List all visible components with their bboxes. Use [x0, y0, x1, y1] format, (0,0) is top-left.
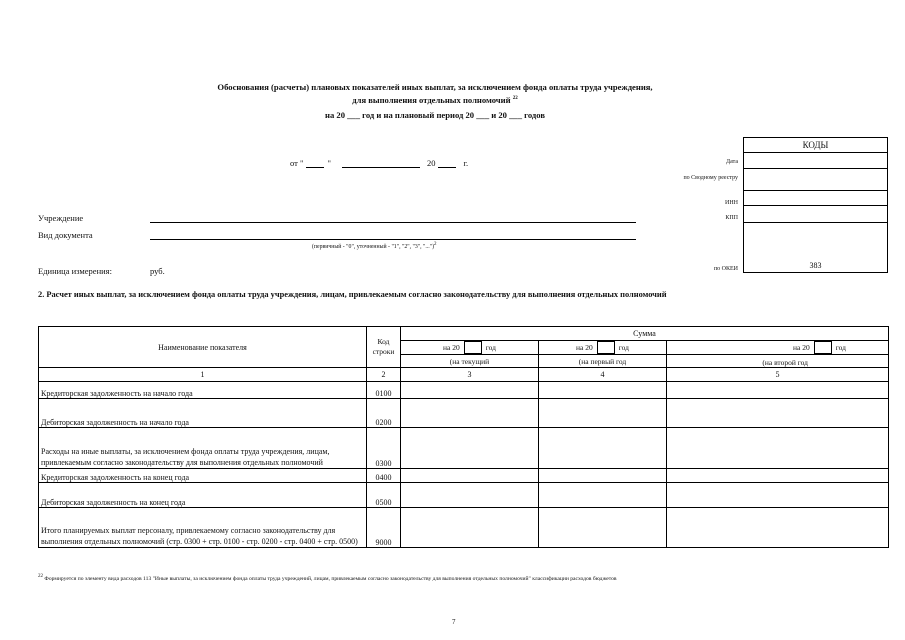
doc-type-label: Вид документа: [38, 230, 93, 240]
okei-value: 383: [809, 261, 822, 270]
header-sub-first: (на первый год: [539, 355, 667, 368]
colnum-1: 1: [39, 368, 367, 382]
row-0400-first[interactable]: [539, 469, 667, 483]
header-sub-second: (на второй год: [667, 355, 889, 368]
date-day-field[interactable]: [306, 158, 324, 168]
doc-type-hint-text: (первичный - "0", уточненный - "1", "2", "3", "..."): [312, 243, 435, 250]
date-mid: ": [327, 158, 331, 168]
row-9000-first[interactable]: [539, 508, 667, 548]
row-code-0500: 0500: [367, 483, 401, 508]
row-0100-second[interactable]: [667, 382, 889, 399]
row-name-0500: Дебиторская задолженность на конец года: [39, 483, 367, 508]
year-suffix-second: год: [835, 343, 846, 352]
row-0300-current[interactable]: [401, 428, 539, 469]
year-first-input[interactable]: [597, 341, 615, 354]
footnote: [38, 574, 898, 582]
unit-label: Единица измерения:: [38, 266, 112, 276]
code-okei-cell[interactable]: [743, 223, 888, 273]
year-prefix-first: на 20: [576, 343, 593, 352]
date-suffix: г.: [463, 158, 469, 168]
row-code-0200: 0200: [367, 399, 401, 428]
table-row: [39, 399, 889, 428]
header-year-first: [539, 341, 667, 355]
colnum-5: 5: [667, 368, 889, 382]
row-0500-second[interactable]: [667, 483, 889, 508]
doc-type-field[interactable]: [150, 239, 636, 240]
header-name: Наименование показателя: [39, 327, 367, 368]
codes-header: КОДЫ: [743, 137, 888, 153]
row-0100-first[interactable]: [539, 382, 667, 399]
header-year-second: [667, 341, 889, 355]
row-name-0400: Кредиторская задолженность на конец года: [39, 469, 367, 483]
footnote-number: 22: [38, 574, 43, 579]
section-title: 2. Расчет иных выплат, за исключением фонда оплаты труда учреждения, лицам, привлекаемым согласно законодательству для выполнения отдельных полномочий: [38, 290, 667, 299]
row-0300-second[interactable]: [667, 428, 889, 469]
row-0300-first[interactable]: [539, 428, 667, 469]
footnote-text: Формируется по элементу вида расходов 113 "Иные выплаты, за исключением фонда оплаты труда учреждений, лицам, привлекаемым согласно законодательству для выполнения отдельных полномочий" классификации расходов бюджетов: [44, 575, 617, 582]
table-row: [39, 469, 889, 483]
row-0200-current[interactable]: [401, 399, 539, 428]
row-name-0100: Кредиторская задолженность на начало года: [39, 382, 367, 399]
date-month-field[interactable]: [342, 158, 420, 168]
year-suffix-current: год: [485, 343, 496, 352]
institution-field[interactable]: [150, 222, 636, 223]
label-okei: по ОКЕИ: [713, 266, 738, 272]
table-row: [39, 428, 889, 469]
row-code-9000: 9000: [367, 508, 401, 548]
period-line: на 20 ___ год и на плановый период 20 ___ и 20 ___ годов: [325, 110, 545, 120]
row-0100-current[interactable]: [401, 382, 539, 399]
row-code-0300: 0300: [367, 428, 401, 469]
row-name-0200: Дебиторская задолженность на начало года: [39, 399, 367, 428]
colnum-2: 2: [367, 368, 401, 382]
colnum-4: 4: [539, 368, 667, 382]
row-code-0400: 0400: [367, 469, 401, 483]
row-code-0100: 0100: [367, 382, 401, 399]
doc-type-hint-sup: 2: [434, 242, 437, 247]
form-title-line2-text: для выполнения отдельных полномочий: [352, 95, 511, 105]
year-prefix-current: на 20: [443, 343, 460, 352]
row-0500-current[interactable]: [401, 483, 539, 508]
table-row: [39, 483, 889, 508]
document-date: [290, 158, 468, 168]
label-inn: ИНН: [725, 200, 738, 206]
code-registry-cell[interactable]: [743, 169, 888, 191]
label-date: Дата: [726, 159, 738, 165]
date-year-field[interactable]: [438, 158, 456, 168]
table-row: [39, 382, 889, 399]
label-kpp: КПП: [725, 215, 738, 221]
code-inn-cell[interactable]: [743, 191, 888, 206]
institution-label: Учреждение: [38, 213, 84, 223]
row-9000-second[interactable]: [667, 508, 889, 548]
footnote-ref: 22: [512, 96, 518, 102]
unit-value: руб.: [150, 266, 165, 276]
form-title-line2: [150, 95, 720, 105]
row-0400-current[interactable]: [401, 469, 539, 483]
page-number: 7: [452, 618, 456, 626]
row-0500-first[interactable]: [539, 483, 667, 508]
codes-box: [743, 137, 888, 273]
header-sub-current: (на текущий: [401, 355, 539, 368]
code-kpp-cell[interactable]: [743, 206, 888, 223]
row-name-0300: Расходы на иные выплаты, за исключением фонда оплаты труда учреждения, лицам, привлекаемым согласно законодательству для выполнения отдельных полномочий: [39, 428, 367, 469]
year-suffix-first: год: [618, 343, 629, 352]
label-registry: по Сводному реестру: [683, 175, 738, 181]
year-prefix-second: на 20: [793, 343, 810, 352]
row-0200-second[interactable]: [667, 399, 889, 428]
code-date-cell[interactable]: [743, 153, 888, 169]
row-0200-first[interactable]: [539, 399, 667, 428]
date-year-prefix: 20: [426, 158, 436, 168]
row-9000-current[interactable]: [401, 508, 539, 548]
form-title-line1: Обоснования (расчеты) плановых показателей иных выплат, за исключением фонда оплаты труда учреждения,: [217, 82, 653, 92]
header-sum: Сумма: [401, 327, 889, 341]
year-second-input[interactable]: [814, 341, 832, 354]
colnum-3: 3: [401, 368, 539, 382]
doc-type-hint: [312, 242, 437, 250]
row-name-9000: Итого планируемых выплат персоналу, привлекаемому согласно законодательству для выполнения отдельных полномочий (стр. 0300 + стр. 0100 - стр. 0200 - стр. 0400 + стр. 0500): [39, 508, 367, 548]
header-code: Код строки: [367, 327, 401, 368]
calculation-table: [38, 326, 889, 548]
date-prefix: от ": [290, 158, 304, 168]
year-current-input[interactable]: [464, 341, 482, 354]
header-year-current: [401, 341, 539, 355]
row-0400-second[interactable]: [667, 469, 889, 483]
table-row: [39, 508, 889, 548]
